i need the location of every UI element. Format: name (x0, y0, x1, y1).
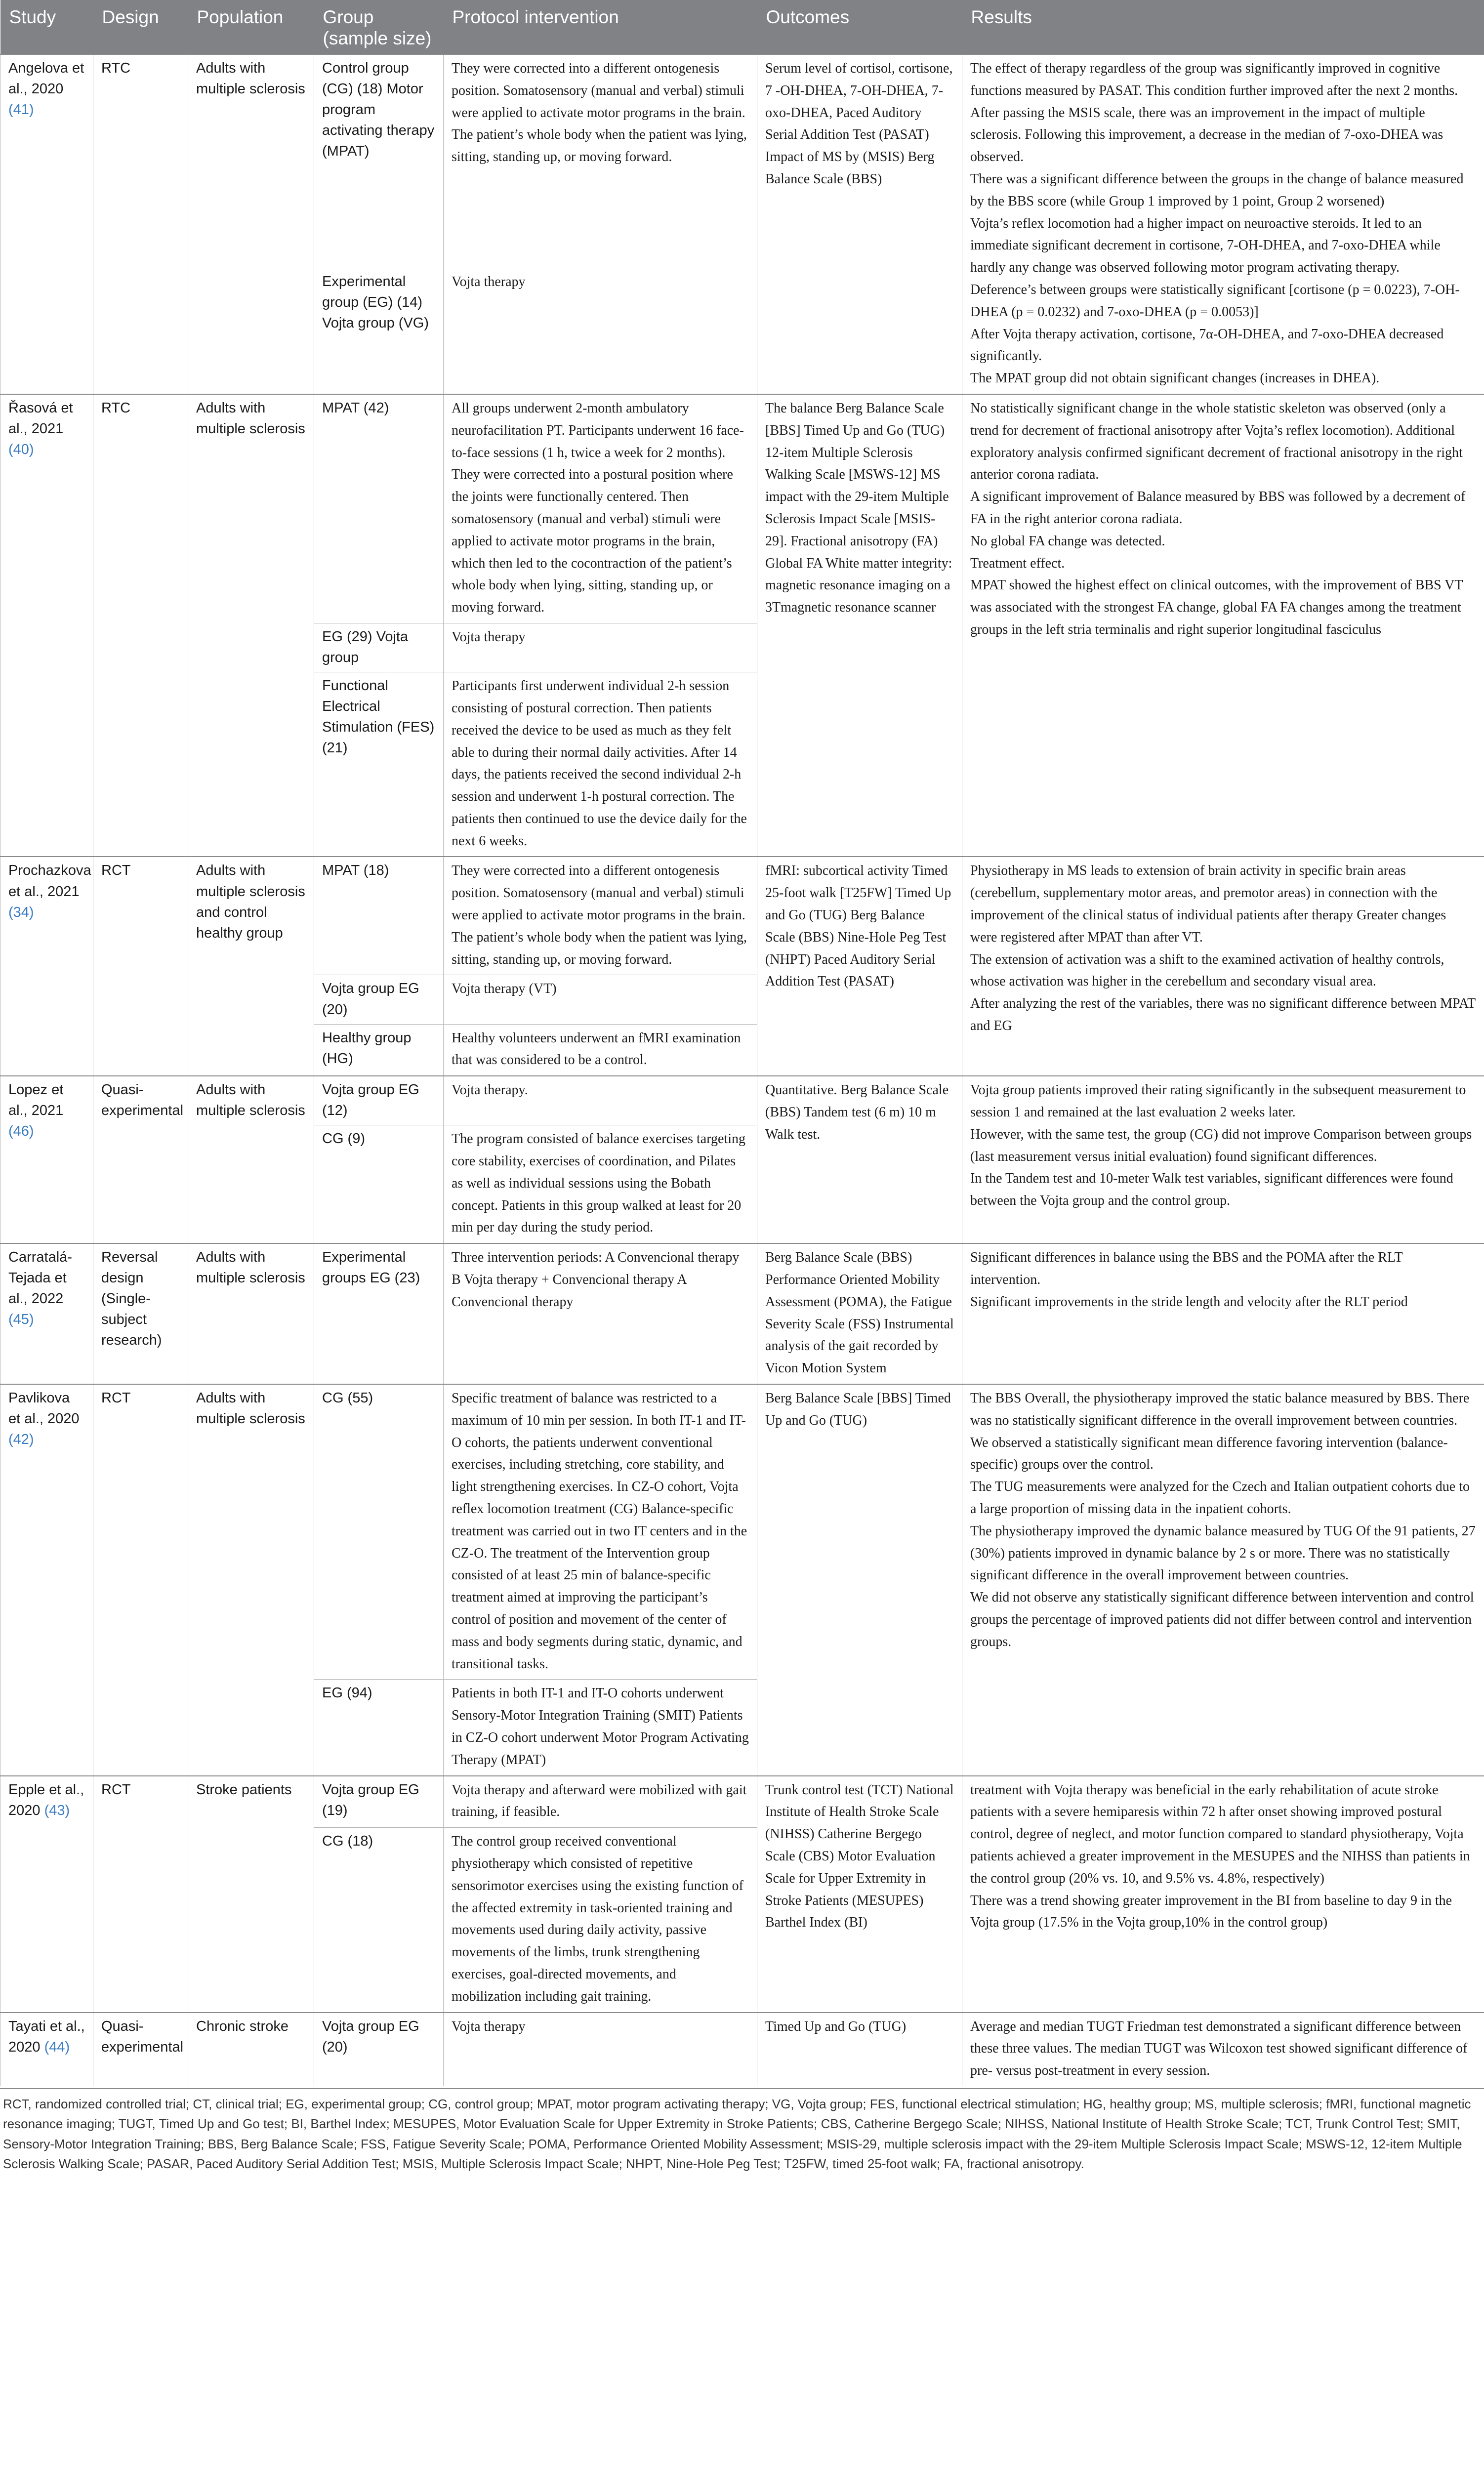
results-paragraph: A significant improvement of Balance measured by BBS was followed by a decrement of FA in the right anterior corona radiata. (970, 489, 1466, 527)
protocol-cell: Vojta therapy (444, 623, 757, 672)
table-row (0, 54, 1484, 268)
results-paragraph: Deference’s between groups were statistically significant [cortisone (p = 0.0223), 7-OH-DHEA (p = 0.0232) and 7-oxo-DHEA (p = 0.0053)] (970, 282, 1460, 320)
header-study: Study (0, 0, 93, 54)
table-row (0, 1384, 1484, 1680)
results-paragraph: We did not observe any statistically significant difference between intervention and control groups the percentage of improved patients did not differ between control and intervention groups. (970, 1590, 1474, 1649)
protocol-cell: Patients in both IT-1 and IT-O cohorts underwent Sensory-Motor Integration Training (SMIT) Patients in CZ-O cohort underwent Motor Program Activating Therapy (MPAT) (444, 1680, 757, 1776)
group-cell: MPAT (18) (314, 857, 444, 975)
results-cell (962, 857, 1484, 1076)
population-cell: Adults with multiple sclerosis (188, 394, 314, 857)
population-cell: Adults with multiple sclerosis (188, 54, 314, 394)
header-outcomes: Outcomes (757, 0, 962, 54)
outcomes-cell: Timed Up and Go (TUG) (757, 2013, 962, 2086)
table-row (0, 1243, 1484, 1384)
results-paragraph: MPAT showed the highest effect on clinical outcomes, with the improvement of BBS VT was associated with the strongest FA change, global FA FA changes among the treatment groups in the left stria terminalis and right superior longitudinal fasciculus (970, 577, 1463, 638)
results-cell (962, 1776, 1484, 2013)
protocol-cell: The control group received conventional physiotherapy which consisted of repetitive sensorimotor exercises using the existing function of the affected extremity in task-oriented training and movements used during daily activity, passive movements of the limbs, trunk strengthening exercises, goal-directed movements, and mobilization including gait training. (444, 1828, 757, 2013)
group-cell: Vojta group EG (19) (314, 1776, 444, 1828)
study-name: Carratalá-Tejada et al., 2022 (8, 1249, 72, 1307)
protocol-cell: They were corrected into a different ontogenesis position. Somatosensory (manual and verbal) stimuli were applied to activate motor programs in the brain. The patient’s whole body when the patient was lying, sitting, standing up, or moving forward. (444, 857, 757, 975)
results-paragraph: Significant differences in balance using the BBS and the POMA after the RLT intervention. (970, 1250, 1403, 1288)
outcomes-cell: fMRI: subcortical activity Timed 25-foot walk [T25FW] Timed Up and Go (TUG) Berg Balance Scale (BBS) Nine-Hole Peg Test (NHPT) Paced Auditory Serial Addition Test (PASAT) (757, 857, 962, 1076)
header-results: Results (962, 0, 1484, 54)
design-cell: RTC (93, 394, 188, 857)
group-cell: Vojta group EG (20) (314, 2013, 444, 2086)
study-name: Prochazkova et al., 2021 (8, 863, 91, 900)
results-paragraph: However, with the same test, the group (CG) did not improve Comparison between groups (last measurement versus initial evaluation) found significant differences. (970, 1126, 1472, 1164)
study-name: Řasová et al., 2021 (8, 400, 73, 437)
study-cell (0, 1076, 93, 1243)
results-paragraph: We observed a statistically significant mean difference favoring intervention (balance-specific) groups over the control. (970, 1435, 1448, 1473)
outcomes-cell: The balance Berg Balance Scale [BBS] Timed Up and Go (TUG) 12-item Multiple Sclerosis Walking Scale [MSWS-12] MS impact with the 29-item Multiple Sclerosis Impact Scale [MSIS-29]. Fractional anisotropy (FA) Global FA White matter integrity: magnetic resonance imaging on a 3Tmagnetic resonance scanner (757, 394, 962, 857)
results-paragraph: Significant improvements in the stride length and velocity after the RLT period (970, 1294, 1408, 1310)
results-paragraph: The effect of therapy regardless of the group was significantly improved in cognitive functions measured by PASAT. This condition further improved after the next 2 months. After passing the MSIS scale, there was an improvement in the impact of multiple sclerosis. Following this improvement, a decrease in the median of 7-oxo-DHEA was observed. (970, 61, 1458, 165)
outcomes-cell: Serum level of cortisol, cortisone, 7 -OH-DHEA, 7-OH-DHEA, 7-oxo-DHEA, Paced Auditory Serial Addition Test (PASAT) Impact of MS by (MSIS) Berg Balance Scale (BBS) (757, 54, 962, 394)
protocol-cell: Vojta therapy (VT) (444, 975, 757, 1024)
study-cell (0, 394, 93, 857)
results-paragraph: The TUG measurements were analyzed for the Czech and Italian outpatient cohorts due to a large proportion of missing data in the inpatient cohorts. (970, 1479, 1470, 1517)
results-cell (962, 1076, 1484, 1243)
reference-link[interactable]: (44) (44, 2039, 70, 2055)
protocol-cell: Participants first underwent individual 2-h session consisting of postural correction. Then patients received the device to be used as much as they felt able to during their normal daily activities. After 14 days, the patients received the second individual 2-h session and underwent 1-h postural correction. The patients then continued to use the device daily for the next 6 weeks. (444, 672, 757, 857)
reference-link[interactable]: (40) (8, 442, 34, 458)
reference-link[interactable]: (43) (44, 1802, 70, 1818)
table-header-row (0, 0, 1484, 54)
results-paragraph: Average and median TUGT Friedman test demonstrated a significant difference between these three values. The median TUGT was Wilcoxon test showed significant difference of pre- versus post-treatment in every session. (970, 2018, 1468, 2079)
group-cell: EG (29) Vojta group (314, 623, 444, 672)
group-cell: Experimental groups EG (23) (314, 1243, 444, 1384)
header-population: Population (188, 0, 314, 54)
results-paragraph: The extension of activation was a shift to the examined activation of healthy controls, whose activation was higher in the cerebellum and secondary visual area. (970, 951, 1444, 989)
reference-link[interactable]: (41) (8, 102, 34, 118)
design-cell: RCT (93, 857, 188, 1076)
results-paragraph: After analyzing the rest of the variables, there was no significant difference between MPAT and EG (970, 996, 1476, 1034)
group-cell: Experimental group (EG) (14) Vojta group (VG) (314, 268, 444, 394)
group-cell: Functional Electrical Stimulation (FES) (21) (314, 672, 444, 857)
study-name: Epple et al., 2020 (8, 1781, 84, 1818)
design-cell: Quasi-experimental (93, 2013, 188, 2086)
protocol-cell: Healthy volunteers underwent an fMRI examination that was considered to be a control. (444, 1024, 757, 1076)
group-cell: EG (94) (314, 1680, 444, 1776)
group-cell: CG (18) (314, 1828, 444, 2013)
study-name: Pavlikova et al., 2020 (8, 1390, 80, 1427)
population-cell: Adults with multiple sclerosis (188, 1076, 314, 1243)
results-paragraph: No statistically significant change in the whole statistic skeleton was observed (only a trend for decrement of fractional anisotropy after Vojta’s reflex locomotion). Additional exploratory analysis confirmed significant decrement of fractional anisotropy in the right anterior corona radiata. (970, 401, 1463, 483)
table-row (0, 394, 1484, 623)
population-cell: Adults with multiple sclerosis and control healthy group (188, 857, 314, 1076)
header-group: Group (sample size) (314, 0, 444, 54)
results-paragraph: The MPAT group did not obtain significant changes (increases in DHEA). (970, 370, 1380, 386)
table-row (0, 1076, 1484, 1125)
results-cell (962, 394, 1484, 857)
results-cell (962, 1384, 1484, 1776)
outcomes-cell: Trunk control test (TCT) National Institute of Health Stroke Scale (NIHSS) Catherine Bergego Scale (CBS) Motor Evaluation Scale for Upper Extremity in Stroke Patients (MESUPES) Barthel Index (BI) (757, 1776, 962, 2013)
results-paragraph: Physiotherapy in MS leads to extension of brain activity in specific brain areas (cerebellum, supplementary motor areas, and premotor areas) in connection with the improvement of the clinical status of individual patients after therapy Greater changes were registered after MPAT than after VT. (970, 863, 1446, 945)
population-cell: Stroke patients (188, 1776, 314, 2013)
design-cell: RCT (93, 1384, 188, 1776)
results-paragraph: The physiotherapy improved the dynamic balance measured by TUG Of the 91 patients, 27 (30%) patients improved in dynamic balance by 2 s or more. There was no statistically significant difference in the overall improvement between countries. (970, 1523, 1476, 1583)
results-cell (962, 1243, 1484, 1384)
group-cell: Vojta group EG (20) (314, 975, 444, 1024)
protocol-cell: All groups underwent 2-month ambulatory neurofacilitation PT. Participants underwent 16 face-to-face sessions (1 h, twice a week for 2 months). They were corrected into a postural position where the joints were functionally centered. Then somatosensory (manual and verbal) stimuli were applied to activate motor programs in the brain, which then led to the cocontraction of the patient’s whole body when lying, sitting, standing up, or moving forward. (444, 394, 757, 623)
outcomes-cell: Berg Balance Scale [BBS] Timed Up and Go (TUG) (757, 1384, 962, 1776)
population-cell: Adults with multiple sclerosis (188, 1384, 314, 1776)
study-cell (0, 1776, 93, 2013)
results-paragraph: Treatment effect. (970, 555, 1065, 571)
reference-link[interactable]: (34) (8, 904, 34, 920)
group-cell: CG (9) (314, 1125, 444, 1243)
study-cell (0, 1243, 93, 1384)
results-paragraph: There was a significant difference between the groups in the change of balance measured by the BBS score (while Group 1 improved by 1 point, Group 2 worsened) (970, 171, 1464, 209)
header-design: Design (93, 0, 188, 54)
results-cell (962, 54, 1484, 394)
table-row (0, 2013, 1484, 2086)
group-cell: Control group (CG) (18) Motor program activating therapy (MPAT) (314, 54, 444, 268)
study-name: Tayati et al., 2020 (8, 2018, 85, 2055)
group-cell: Healthy group (HG) (314, 1024, 444, 1076)
protocol-cell: They were corrected into a different ontogenesis position. Somatosensory (manual and verbal) stimuli were applied to activate motor programs in the brain. The patient’s whole body when the patient was lying, sitting, standing up, or moving forward. (444, 54, 757, 268)
group-cell: Vojta group EG (12) (314, 1076, 444, 1125)
study-cell (0, 2013, 93, 2086)
design-cell: Reversal design (Single-subject research) (93, 1243, 188, 1384)
results-cell (962, 2013, 1484, 2086)
study-cell (0, 1384, 93, 1776)
protocol-cell: Three intervention periods: A Convencional therapy B Vojta therapy + Convencional therapy A Convencional therapy (444, 1243, 757, 1384)
results-paragraph: No global FA change was detected. (970, 533, 1165, 549)
study-name: Lopez et al., 2021 (8, 1082, 64, 1119)
reference-link[interactable]: (42) (8, 1432, 34, 1448)
design-cell: RCT (93, 1776, 188, 2013)
study-cell (0, 54, 93, 394)
results-paragraph: treatment with Vojta therapy was beneficial in the early rehabilitation of acute stroke patients with a severe hemiparesis within 72 h after onset showing improved postural control, degree of neglect, and motor function compared to standard physiotherapy, Vojta patients achieved a greater improvement in the MESUPES and the NIHSS than patients in the control group (20% vs. 10, and 9.5% vs. 4.8%, respectively) (970, 1782, 1470, 1886)
study-name: Angelova et al., 2020 (8, 60, 84, 97)
results-paragraph: There was a trend showing greater improvement in the BI from baseline to day 9 in the Vojta group (17.5% in the Vojta group,10% in the control group) (970, 1893, 1452, 1931)
results-paragraph: After Vojta therapy activation, cortisone, 7α-OH-DHEA, and 7-oxo-DHEA decreased significantly. (970, 326, 1444, 364)
group-cell: CG (55) (314, 1384, 444, 1680)
protocol-cell: Specific treatment of balance was restricted to a maximum of 10 min per session. In both IT-1 and IT-O cohorts, the patients underwent conventional exercises, including stretching, core stability, and light strengthening exercises. In CZ-O cohort, Vojta reflex locomotion treatment (CG) Balance-specific treatment was carried out in two IT centers and in the CZ-O. The treatment of the Intervention group consisted of at least 25 min of balance-specific treatment aimed at improving the participant’s control of position and movement of the center of mass and body segments during static, dynamic, and transitional tasks. (444, 1384, 757, 1680)
results-paragraph: Vojta group patients improved their rating significantly in the subsequent measurement to session 1 and remained at the last evaluation 2 weeks later. (970, 1082, 1466, 1120)
results-paragraph: The BBS Overall, the physiotherapy improved the static balance measured by BBS. There was no statistically significant difference in the overall improvement between countries. (970, 1391, 1470, 1428)
protocol-cell: Vojta therapy (444, 2013, 757, 2086)
outcomes-cell: Berg Balance Scale (BBS) Performance Oriented Mobility Assessment (POMA), the Fatigue Severity Scale (FSS) Instrumental analysis of the gait recorded by Vicon Motion System (757, 1243, 962, 1384)
table-row (0, 1776, 1484, 1828)
table-row (0, 857, 1484, 975)
results-paragraph: In the Tandem test and 10-meter Walk test variables, significant differences were found between the Vojta group and the control group. (970, 1171, 1453, 1209)
population-cell: Adults with multiple sclerosis (188, 1243, 314, 1384)
protocol-cell: Vojta therapy and afterward were mobilized with gait training, if feasible. (444, 1776, 757, 1828)
results-paragraph: Vojta’s reflex locomotion had a higher impact on neuroactive steroids. It led to an immediate significant decrement in cortisone, 7-OH-DHEA, and 7-oxo-DHEA while hardly any change was observed following motor program activating therapy. (970, 215, 1441, 276)
table-footnote: RCT, randomized controlled trial; CT, clinical trial; EG, experimental group; CG, control group; MPAT, motor program activating therapy; VG, Vojta group; FES, functional electrical stimulation; HG, healthy group; MS, multiple sclerosis; fMRI, functional magnetic resonance imaging; TUGT, Timed Up and Go test; BI, Barthel Index; MESUPES, Motor Evaluation Scale for Upper Extremity in Stroke Patients; CBS, Catherine Bergego Scale; NIHSS, National Institute of Health Stroke Scale; TCT, Trunk Control Test; SMIT, Sensory-Motor Integration Training; BBS, Berg Balance Scale; FSS, Fatigue Severity Scale; POMA, Performance Oriented Mobility Assessment; MSIS-29, multiple sclerosis impact with the 29-item Multiple Sclerosis Impact Scale; MSWS-12, 12-item Multiple Sclerosis Walking Scale; PASAR, Paced Auditory Serial Addition Test; MSIS, Multiple Sclerosis Impact Scale; NHPT, Nine-Hole Peg Test; T25FW, timed 25-foot walk; FA, fractional anisotropy. (0, 2088, 1484, 2174)
reference-link[interactable]: (45) (8, 1312, 34, 1328)
design-cell: Quasi-experimental (93, 1076, 188, 1243)
population-cell: Chronic stroke (188, 2013, 314, 2086)
table-body (0, 54, 1484, 2086)
group-cell: MPAT (42) (314, 394, 444, 623)
outcomes-cell: Quantitative. Berg Balance Scale (BBS) Tandem test (6 m) 10 m Walk test. (757, 1076, 962, 1243)
header-protocol: Protocol intervention (444, 0, 757, 54)
study-cell (0, 857, 93, 1076)
design-cell: RTC (93, 54, 188, 394)
protocol-cell: The program consisted of balance exercises targeting core stability, exercises of coordination, and Pilates as well as individual sessions using the Bobath concept. Patients in this group walked at least for 20 min per day during the study period. (444, 1125, 757, 1243)
reference-link[interactable]: (46) (8, 1123, 34, 1140)
protocol-cell: Vojta therapy (444, 268, 757, 394)
protocol-cell: Vojta therapy. (444, 1076, 757, 1125)
